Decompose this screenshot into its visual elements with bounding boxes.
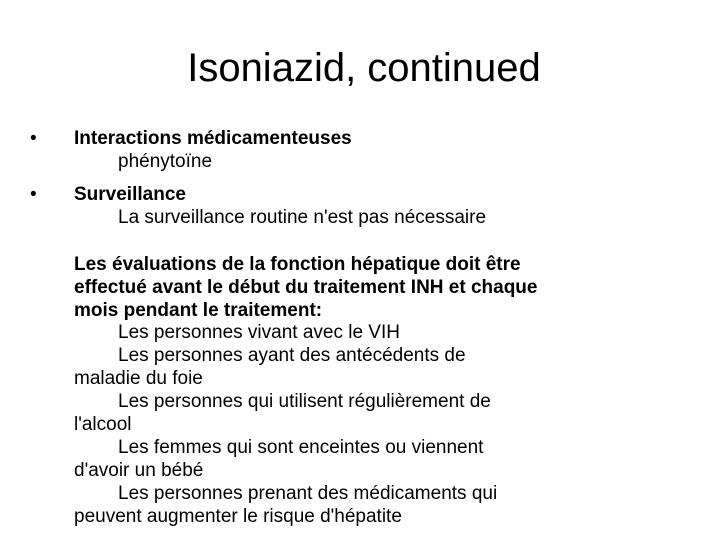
bullet-subitem: phénytoïne [118,151,213,172]
bullet-heading: Surveillance [74,184,186,205]
slide-title: Isoniazid, continued [187,46,541,90]
assessment-line: effectué avant le début du traitement INH et chaque [74,277,538,298]
bullet-heading: Interactions médicamenteuses [74,128,352,149]
assessment-line: mois pendant le traitement: [74,300,323,321]
bullet-icon: • [30,184,37,205]
group-line: Les personnes prenant des médicaments qui [118,483,498,504]
group-line-continued: maladie du foie [74,368,203,389]
bullet-subitem: La surveillance routine n'est pas nécessaire [118,207,487,228]
group-line: Les personnes vivant avec le VIH [118,322,400,343]
bullet-icon: • [30,128,37,149]
group-line: Les personnes qui utilisent régulièrement de [118,391,491,412]
group-line-continued: peuvent augmenter le risque d'hépatite [74,506,402,527]
group-line: Les personnes ayant des antécédents de [118,345,466,366]
group-line-continued: l'alcool [74,414,132,435]
group-line-continued: d'avoir un bébé [74,460,204,481]
group-line: Les femmes qui sont enceintes ou viennent [118,437,484,458]
assessment-line: Les évaluations de la fonction hépatique doit être [74,254,521,275]
